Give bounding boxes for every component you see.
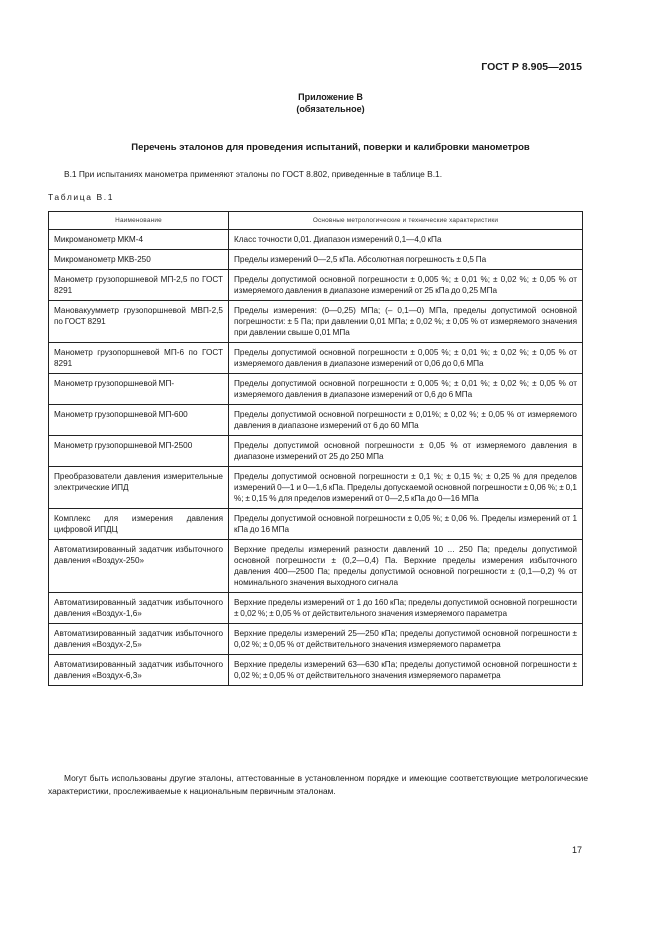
cell-name: Манометр грузопоршневой МП-2,5 по ГОСТ 8291 <box>49 270 229 301</box>
cell-spec: Верхние пределы измерений разности давлений 10 ... 250 Па; пределы допустимой основной погрешности ± (0,2—0,4) Па. Верхние пределы измерения избыточного давления 400—2500 Па; пределы допустимой основной погрешности ± (0,1—0,2) % от номинального значения выходного сигнала <box>229 540 583 593</box>
cell-name: Манометр грузопоршневой МП-6 по ГОСТ 8291 <box>49 343 229 374</box>
header-name: Наименование <box>49 212 229 230</box>
standard-number: ГОСТ Р 8.905—2015 <box>481 61 582 73</box>
table-row <box>49 467 583 509</box>
table-row <box>49 509 583 540</box>
table-row <box>49 540 583 593</box>
cell-name: Микроманометр МКВ-250 <box>49 250 229 270</box>
table-row <box>49 655 583 686</box>
cell-name: Автоматизированный задатчик избыточного давления «Воздух-1,6» <box>49 593 229 624</box>
cell-name: Автоматизированный задатчик избыточного давления «Воздух-2,5» <box>49 624 229 655</box>
cell-spec: Пределы допустимой основной погрешности ± 0,005 %; ± 0,01 %; ± 0,02 %; ± 0,05 % от измеряемого давления в диапазоне измерений от 0,06 до 0,6 МПа <box>229 343 583 374</box>
document-title: Перечень эталонов для проведения испытаний, поверки и калибровки манометров <box>131 142 530 153</box>
cell-spec: Верхние пределы измерений от 1 до 160 кПа; пределы допустимой основной погрешности ± 0,02 %; ± 0,05 % от действительного значения измеряемого параметра <box>229 593 583 624</box>
cell-spec: Пределы допустимой основной погрешности ± 0,05 % от измеряемого давления в диапазоне измерений от 25 до 250 МПа <box>229 436 583 467</box>
table-row <box>49 270 583 301</box>
cell-name: Автоматизированный задатчик избыточного давления «Воздух-6,3» <box>49 655 229 686</box>
cell-name: Манометр грузопоршневой МП- <box>49 374 229 405</box>
cell-spec: Пределы допустимой основной погрешности ± 0,01%; ± 0,02 %; ± 0,05 % от измеряемого давления в диапазоне измерений от 6 до 60 МПа <box>229 405 583 436</box>
cell-spec: Пределы измерения: (0—0,25) МПа; (– 0,1—0) МПа, пределы допустимой основной погрешности: ± 5 Па; при давлении 0,01 МПа; ± 0,02 %; ± 0,05 % от измеряемого значения при давлении свыше 0,01 МПа <box>229 301 583 343</box>
cell-name: Комплекс для измерения давления цифровой ИПДЦ <box>49 509 229 540</box>
cell-spec: Пределы допустимой основной погрешности ± 0,1 %; ± 0,15 %; ± 0,25 % для пределов измерений 0—1 и 0—1,6 кПа. Пределы допускаемой основной погрешности ± 0,06 %; ± 0,1 %; ± 0,15 % для пределов измерений от 0—2,5 кПа до 0—16 МПа <box>229 467 583 509</box>
cell-name: Манометр грузопоршневой МП-600 <box>49 405 229 436</box>
standards-table <box>48 211 583 686</box>
table-caption: Таблица В.1 <box>48 192 115 202</box>
cell-name: Манометр грузопоршневой МП-2500 <box>49 436 229 467</box>
cell-spec: Класс точности 0,01. Диапазон измерений 0,1—4,0 кПа <box>229 230 583 250</box>
cell-spec: Пределы допустимой основной погрешности ± 0,005 %; ± 0,01 %; ± 0,02 %; ± 0,05 % от измеряемого давления в диапазоне измерений от 25 кПа до 0,25 МПа <box>229 270 583 301</box>
appendix-status: (обязательное) <box>296 104 365 114</box>
cell-spec: Пределы допустимой основной погрешности ± 0,005 %; ± 0,01 %; ± 0,02 %; ± 0,05 % от измеряемого давления в диапазоне измерений от 0,6 до 6 МПа <box>229 374 583 405</box>
cell-spec: Пределы измерений 0—2,5 кПа. Абсолютная погрешность ± 0,5 Па <box>229 250 583 270</box>
header-characteristics: Основные метрологические и технические характеристики <box>229 212 583 230</box>
cell-name: Автоматизированный задатчик избыточного давления «Воздух-250» <box>49 540 229 593</box>
closing-paragraph: Могут быть использованы другие эталоны, аттестованные в установленном порядке и имеющие соответствующие метрологические характеристики, прослеживаемые к национальным первичным эталонам. <box>48 773 588 796</box>
table-row <box>49 593 583 624</box>
intro-paragraph: В.1 При испытаниях манометра применяют эталоны по ГОСТ 8.802, приведенные в таблице В.1. <box>64 169 443 179</box>
table-header-row <box>49 212 583 230</box>
cell-spec: Верхние пределы измерений 25—250 кПа; пределы допустимой основной погрешности ± 0,02 %; ± 0,05 % от действительного значения измеряемого параметра <box>229 624 583 655</box>
table-row <box>49 301 583 343</box>
cell-name: Преобразователи давления измерительные электрические ИПД <box>49 467 229 509</box>
table-row <box>49 343 583 374</box>
appendix-label: Приложение В <box>298 92 363 102</box>
table-row <box>49 405 583 436</box>
appendix-heading <box>0 91 661 115</box>
cell-name: Микроманометр МКМ-4 <box>49 230 229 250</box>
table-row <box>49 624 583 655</box>
cell-spec: Пределы допустимой основной погрешности ± 0,05 %; ± 0,06 %. Пределы измерений от 1 кПа до 16 МПа <box>229 509 583 540</box>
cell-spec: Верхние пределы измерений 63—630 кПа; пределы допустимой основной погрешности ± 0,02 %; ± 0,05 % от действительного значения измеряемого параметра <box>229 655 583 686</box>
table-row <box>49 436 583 467</box>
cell-name: Мановакуумметр грузопоршневой МВП-2,5 по ГОСТ 8291 <box>49 301 229 343</box>
table-row <box>49 250 583 270</box>
table-row <box>49 230 583 250</box>
page-number: 17 <box>571 845 582 855</box>
table-row <box>49 374 583 405</box>
